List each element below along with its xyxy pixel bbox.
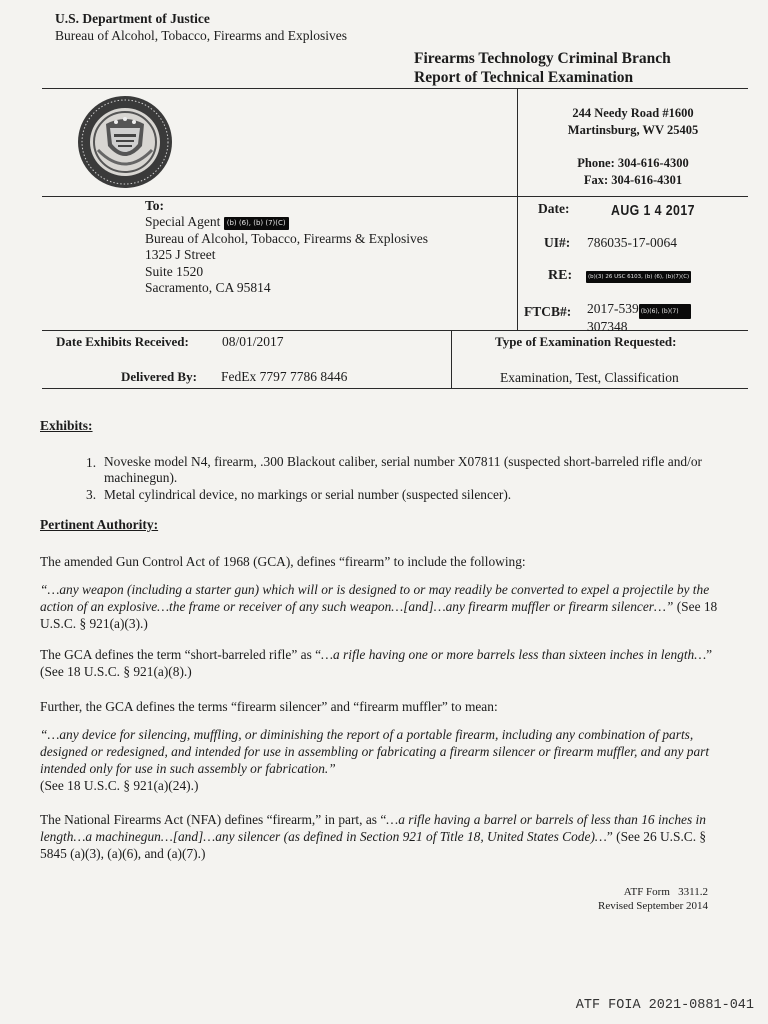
ftcb-number: 2017-539 [587, 301, 639, 316]
branch-title: Firearms Technology Criminal Branch [414, 50, 671, 67]
gca-sbr-definition [40, 646, 730, 680]
ui-number: 786035-17-0064 [587, 235, 677, 250]
received-date: 08/01/2017 [222, 334, 284, 349]
gca-intro: The amended Gun Control Act of 1968 (GCA), defines “firearm” to include the following: [40, 554, 526, 569]
form-footer [560, 885, 708, 913]
agent-title: Special Agent [145, 214, 221, 230]
form-number: ATF Form 3311.2 [623, 886, 708, 898]
re-redaction: (b)(3) 26 USC 6103, (b) (6), (b)(7)(C) [586, 271, 691, 283]
recipient-line-3: Suite 1520 [145, 263, 204, 279]
doj-seal-icon [76, 94, 174, 190]
exhibit-1-number: 1. [86, 455, 97, 470]
gca-silencer-cite: (See 18 U.S.C. § 921(a)(24).) [40, 778, 199, 793]
ftcb-number-2: 307348 [587, 319, 628, 334]
exhibit-1-text: Noveske model N4, firearm, .300 Blackout caliber, serial number X07811 (suspected short-barreled rifle and/or machinegun). [104, 454, 703, 485]
row-rule-1 [42, 196, 748, 197]
recipient-line-4: Sacramento, CA 95814 [145, 280, 271, 296]
nfa-definition [40, 811, 730, 862]
header-rule [42, 88, 748, 89]
address-block [518, 105, 748, 189]
nfa-lead: The National Firearms Act (NFA) defines “firearm,” in part, as “ [40, 812, 387, 827]
row-rule-3 [42, 388, 748, 389]
department-name: U.S. Department of Justice [55, 11, 210, 26]
to-label: To: [145, 198, 165, 213]
form-revised: Revised September 2014 [598, 900, 708, 912]
foia-stamp: ATF FOIA 2021-0881-041 [575, 998, 754, 1013]
ui-label: UI#: [544, 235, 571, 250]
recipient-block [145, 198, 428, 296]
bureau-name: Bureau of Alcohol, Tobacco, Firearms and Explosives [55, 28, 347, 43]
gca-firearm-quote [40, 581, 728, 632]
exam-type-value: Examination, Test, Classification [500, 370, 679, 385]
address-fax: Fax: 304-616-4301 [583, 173, 683, 187]
gca-silencer-intro: Further, the GCA defines the terms “firearm silencer” and “firearm muffler” to mean: [40, 699, 498, 714]
receipt-divider [451, 330, 452, 388]
gca-sbr-lead: The GCA defines the term “short-barreled rifle” as “ [40, 647, 322, 662]
gca-firearm-quote-text: “…any weapon (including a starter gun) which will or is designed to or may readily be converted to expel a projectile by the action of an explosive…the frame or receiver of any such weapon…[and]…any firearm muffler or firearm silencer…” [40, 582, 710, 614]
recipient-agent [145, 214, 428, 230]
ftcb-value [587, 301, 691, 334]
gca-silencer-quote [40, 726, 720, 794]
ftcb-label: FTCB#: [524, 304, 572, 319]
date-stamp: AUG 1 4 2017 [611, 203, 695, 219]
address-city: Martinsburg, WV 25405 [567, 123, 699, 137]
report-title: Report of Technical Examination [414, 69, 634, 86]
address-street: 244 Needy Road #1600 [572, 106, 694, 120]
exhibits-heading: Exhibits: [40, 418, 93, 433]
gca-firearm-cite: (See 18 U.S.C. § 921(a)(3).) [40, 599, 718, 631]
recipient-line-2: 1325 J Street [145, 247, 216, 263]
gca-silencer-quote-text: “…any device for silencing, muffling, or diminishing the report of a portable firearm, including any combination of parts, designed or redesigned, and intended for use in assembling or fabricating a firearm silencer or firearm muffler, and any part intended only for use in such assembly or fabrication.” [40, 727, 710, 776]
delivered-value: FedEx 7797 7786 8446 [221, 369, 348, 384]
nfa-quote: …a rifle having a barrel or barrels of less than 16 inches in length…a machinegun…[and]…any silencer (as defined in Section 921 of Title 18, United States Code)… [40, 812, 706, 844]
gca-sbr-cite: ” (See 18 U.S.C. § 921(a)(8).) [40, 647, 713, 679]
recipient-line-1: Bureau of Alcohol, Tobacco, Firearms & Explosives [145, 230, 428, 246]
ftcb-redaction: (b)(6), (b)(7) [639, 304, 691, 319]
exam-type-label: Type of Examination Requested: [495, 334, 677, 349]
authority-heading: Pertinent Authority: [40, 517, 159, 532]
address-phone: Phone: 304-616-4300 [577, 156, 689, 170]
gca-sbr-quote: …a rifle having one or more barrels less than sixteen inches in length… [321, 647, 707, 662]
exhibit-3-text: Metal cylindrical device, no markings or serial number (suspected silencer). [104, 487, 512, 502]
received-label: Date Exhibits Received: [56, 334, 189, 349]
date-label: Date: [538, 201, 570, 216]
re-value [586, 266, 691, 284]
agent-redaction: (b) (6), (b) (7)(C) [224, 217, 289, 230]
delivered-label: Delivered By: [121, 369, 197, 384]
nfa-cite: ” (See 26 U.S.C. § 5845 (a)(3), (a)(6), and (a)(7).) [40, 829, 707, 861]
exhibit-3-number: 3. [86, 487, 97, 502]
re-label: RE: [548, 268, 573, 283]
